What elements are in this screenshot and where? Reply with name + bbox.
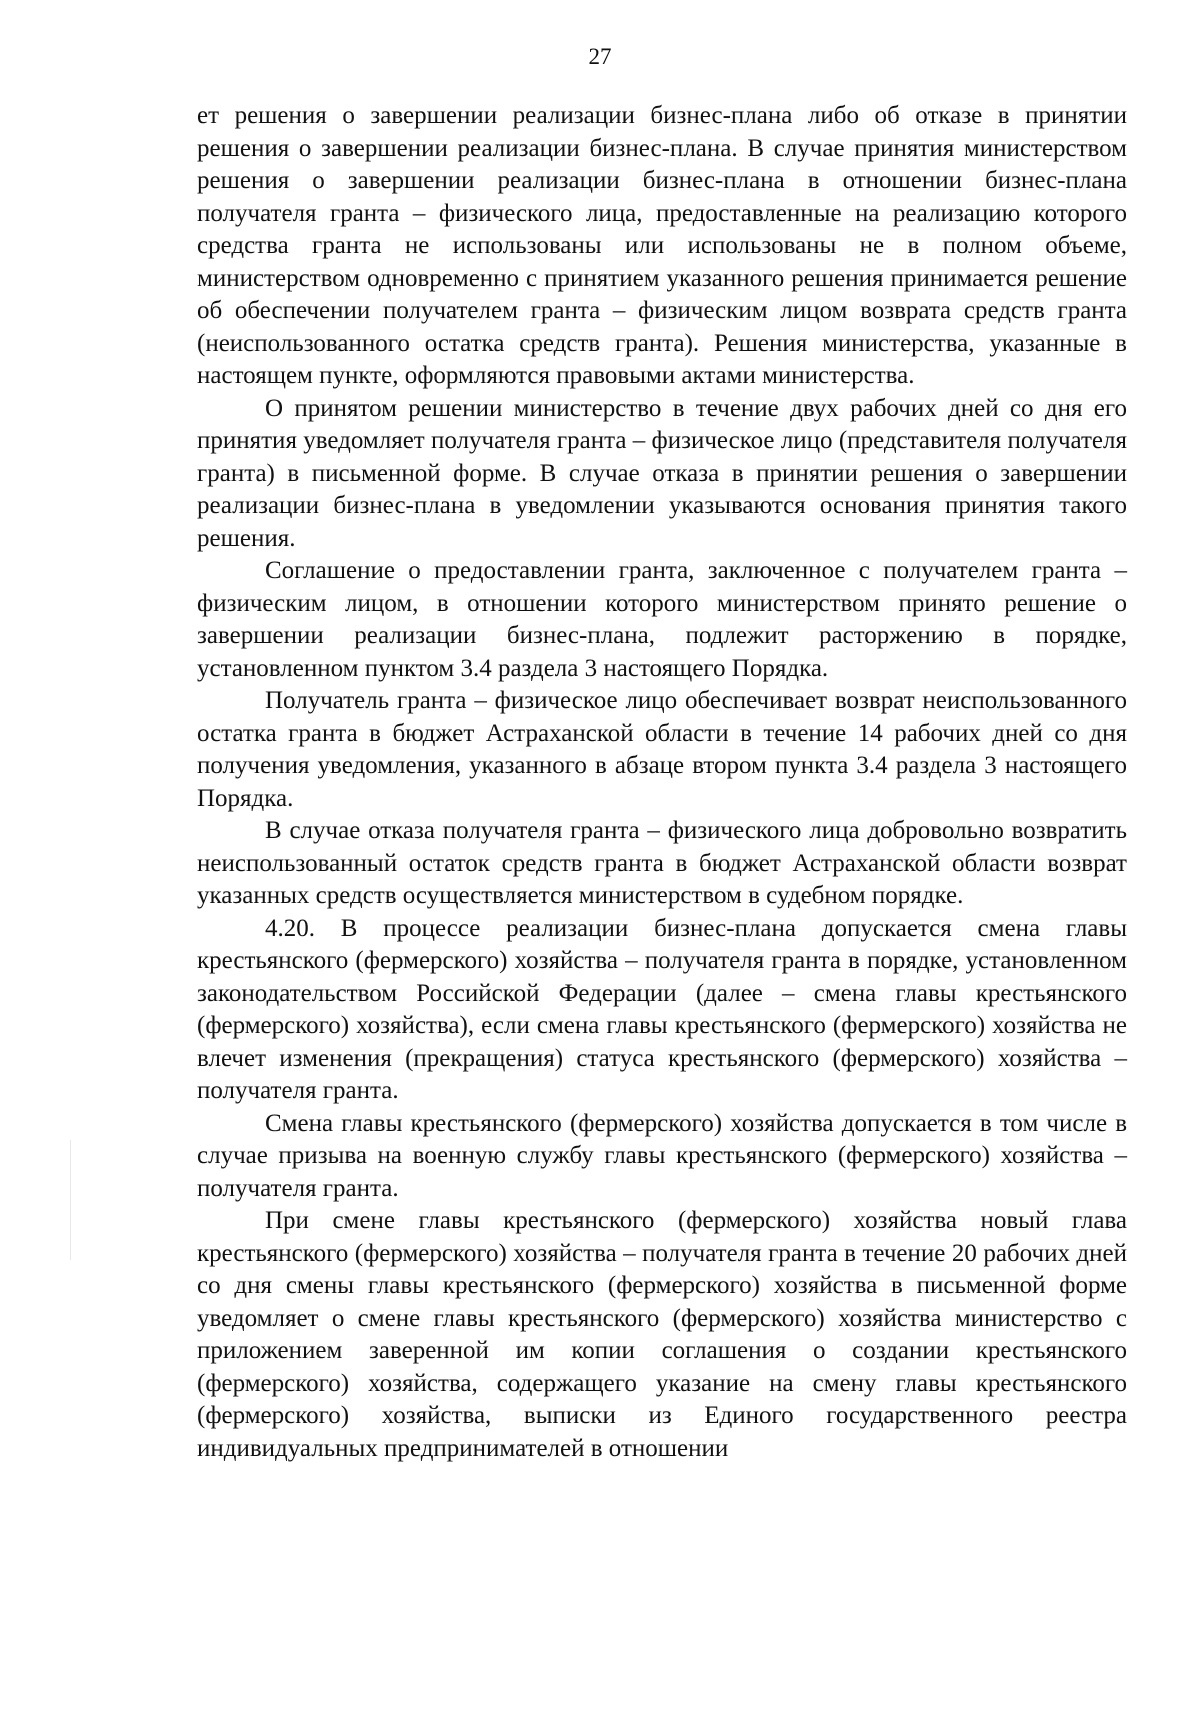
paragraph-1: ет решения о завершении реализации бизнес-плана либо об отказе в принятии решения о завершении реализации бизнес-плана. В случае принятия министерством решения о завершении реализации бизнес-плана в отношении бизнес-плана получателя гранта – физического лица, предоставленные на реализацию которого средства гранта не использованы или использованы не в полном объеме, министерством одновременно с принятием указанного решения принимается решение об обеспечении получателем гранта – физическим лицом возврата средств гранта (неиспользованного остатка средств гранта). Решения министерства, указанные в настоящем пункте, оформляются правовыми актами министерства. [197, 102, 1127, 389]
document-body [197, 100, 1127, 1465]
paragraph-3: Соглашение о предоставлении гранта, заключенное с получателем гранта – физическим лицом, в отношении которого министерством принято решение о завершении реализации бизнес-плана, подлежит расторжению в порядке, установленном пунктом 3.4 раздела 3 настоящего Порядка. [197, 557, 1127, 682]
scan-margin-mark [70, 1140, 71, 1260]
paragraph-2: О принятом решении министерство в течение двух рабочих дней со дня его принятия уведомляет получателя гранта – физическое лицо (представителя получателя гранта) в письменной форме. В случае отказа в принятии решения о завершении реализации бизнес-плана в уведомлении указываются основания принятия такого решения. [197, 394, 1127, 552]
paragraph-6: 4.20. В процессе реализации бизнес-плана допускается смена главы крестьянского (фермерского) хозяйства – получателя гранта в порядке, установленном законодательством Российской Федерации (далее – смена главы крестьянского (фермерского) хозяйства), если смена главы крестьянского (фермерского) хозяйства не влечет изменения (прекращения) статуса крестьянского (фермерского) хозяйства – получателя гранта. [197, 914, 1127, 1104]
paragraph-5: В случае отказа получателя гранта – физического лица добровольно возвратить неиспользованный остаток средств гранта в бюджет Астраханской области возврат указанных средств осуществляется министерством в судебном порядке. [197, 817, 1127, 909]
paragraph-4: Получатель гранта – физическое лицо обеспечивает возврат неиспользованного остатка гранта в бюджет Астраханской области в течение 14 рабочих дней со дня получения уведомления, указанного в абзаце втором пункта 3.4 раздела 3 настоящего Порядка. [197, 687, 1127, 812]
paragraph-7: Смена главы крестьянского (фермерского) хозяйства допускается в том числе в случае призыва на военную службу главы крестьянского (фермерского) хозяйства – получателя гранта. [197, 1109, 1127, 1202]
paragraph-8: При смене главы крестьянского (фермерского) хозяйства новый глава крестьянского (фермерского) хозяйства – получателя гранта в течение 20 рабочих дней со дня смены главы крестьянского (фермерского) хозяйства в письменной форме уведомляет о смене главы крестьянского (фермерского) хозяйства министерство с приложением заверенной им копии соглашения о создании крестьянского (фермерского) хозяйства, содержащего указание на смену главы крестьянского (фермерского) хозяйства, выписки из Единого государственного реестра индивидуальных предпринимателей в отношении [197, 1207, 1127, 1462]
page-number: 27 [588, 44, 612, 69]
